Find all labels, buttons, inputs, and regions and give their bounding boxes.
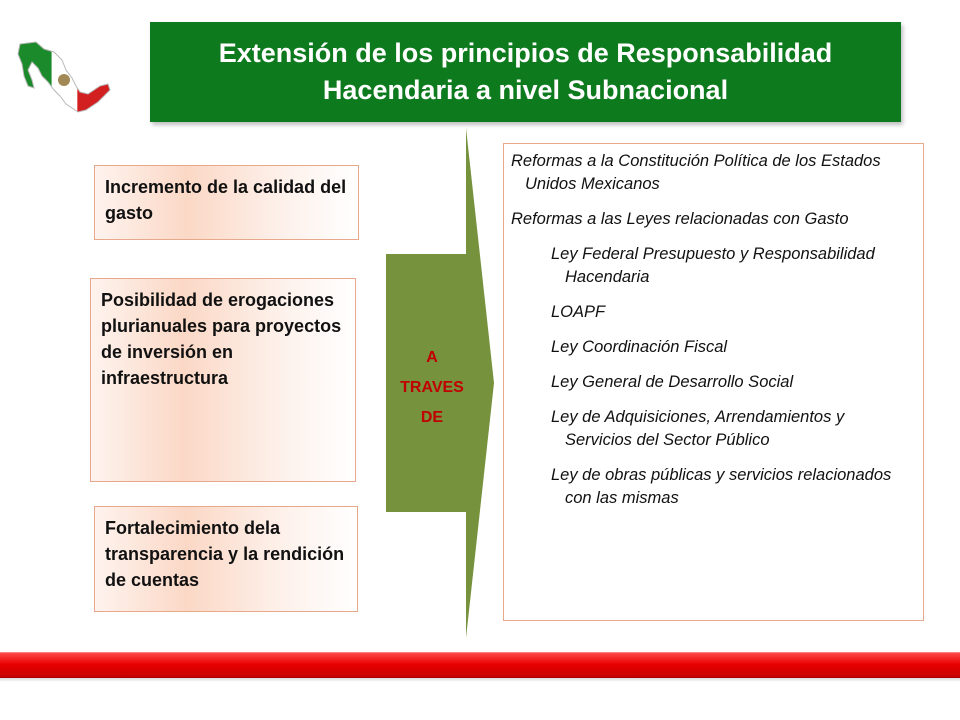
left-box-transparencia: Fortalecimiento dela transparencia y la rendición de cuentas (94, 506, 358, 612)
arrow-label (386, 343, 478, 433)
left-box-plurianuales: Posibilidad de erogaciones plurianuales para proyectos de inversión en infraestructura (90, 278, 356, 482)
list-item: Ley Federal Presupuesto y Responsabilidad Hacendaria (551, 245, 875, 286)
list-item: Ley de obras públicas y servicios relacionados con las mismas (551, 466, 892, 507)
page-title (203, 35, 849, 109)
mexico-map-icon (14, 40, 114, 118)
reforms-list (503, 143, 924, 621)
left-box-gasto: Incremento de la calidad del gasto (94, 165, 359, 240)
footer-bar-shadow (0, 677, 960, 682)
list-item: Reformas a la Constitución Política de los Estados Unidos Mexicanos (511, 152, 881, 193)
arrow-label-line-2: TRAVES (400, 379, 464, 396)
title-banner (150, 22, 901, 122)
list-item: Ley General de Desarrollo Social (551, 373, 794, 391)
title-line-1: Extensión de los principios de Responsabilidad (218, 38, 833, 68)
list-item: Reformas a las Leyes relacionadas con Gasto (511, 210, 849, 228)
list-item: LOAPF (551, 303, 606, 321)
list-item: Ley de Adquisiciones, Arrendamientos y Servicios del Sector Público (551, 408, 845, 449)
arrow-label-line-1: A (426, 349, 438, 366)
footer-bar (0, 652, 960, 678)
arrow-label-line-3: DE (420, 409, 444, 426)
list-item: Ley Coordinación Fiscal (551, 338, 728, 356)
title-line-2: Hacendaria a nivel Subnacional (322, 75, 729, 105)
